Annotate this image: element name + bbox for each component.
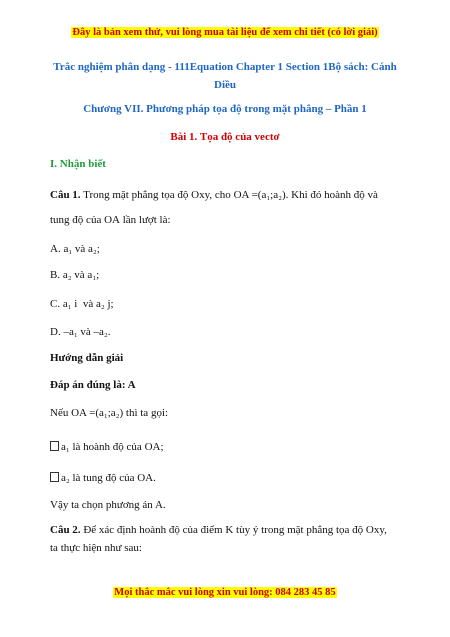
option-d: D. –a₁ và –a₂. <box>50 326 111 338</box>
question-1-label: Câu 1. <box>50 189 81 201</box>
bullet-box-icon <box>50 472 59 482</box>
preview-banner <box>0 27 450 38</box>
question-1-text-b: . Khi đó hoành độ và <box>285 189 378 201</box>
section-heading: I. Nhận biết <box>50 158 106 170</box>
solution-vector-math: OA =(a₁;a₂) <box>71 407 124 419</box>
footer-banner-text: Mọi thắc mắc vui lòng xin vui lòng: 084 283 45 85 <box>114 587 336 598</box>
answer-line: Đáp án đúng là: A <box>50 379 136 391</box>
question-1-text: Trong mặt phẳng tọa độ Oxy, cho <box>83 189 231 201</box>
solution-item-2 <box>50 471 410 485</box>
oa-vector: OA <box>104 214 120 226</box>
solution-if-line <box>50 406 410 420</box>
document-title-line2: Diều <box>214 79 236 91</box>
question-2-line1 <box>50 523 410 537</box>
solution-item1-text: a₁ là hoành độ của <box>61 441 142 453</box>
question-1-text-c: tung độ của <box>50 214 102 226</box>
question-2-label: Câu 2. <box>50 524 81 536</box>
preview-banner-text: Đây là bản xem thử, vui lòng mua tài liệu để xem chi tiết (có lời giải) <box>72 27 378 38</box>
option-c-j: a₂ j <box>96 298 111 310</box>
option-c <box>50 297 410 311</box>
solution-then: thì ta gọi: <box>125 407 169 419</box>
bullet-box-icon <box>50 441 59 451</box>
solution-heading: Hướng dẫn giải <box>50 352 124 364</box>
solution-item-1 <box>50 440 410 454</box>
question-1-vector-math: OA =(a₁;a₂) <box>233 189 286 201</box>
oa-vector: OA <box>144 441 161 453</box>
question-1-line2 <box>50 213 410 227</box>
option-c-i: a₁ i <box>62 298 78 310</box>
question-2-line2: ta thực hiện như sau: <box>50 542 142 554</box>
question-2-text: Để xác định hoành độ của điểm K tùy ý trong mặt phẳng tọa độ Oxy, <box>83 524 387 536</box>
solution-item2-text: a₂ là tung độ của <box>61 472 135 484</box>
lesson-title: Bài 1. Tọa độ của vectơ <box>170 131 280 143</box>
option-b: B. a₂ và a₁; <box>50 269 100 281</box>
chapter-title: Chương VII. Phương pháp tọa độ trong mặt phẳng – Phần 1 <box>83 103 367 115</box>
option-c-label: C. <box>50 298 61 310</box>
option-a: A. a₁ và a₂; <box>50 243 100 255</box>
option-c-and: và <box>82 298 94 310</box>
solution-conclusion: Vậy ta chọn phương án A. <box>50 499 166 511</box>
solution-item2-end: . <box>153 472 156 484</box>
question-1-line1 <box>50 188 410 202</box>
option-c-end: ; <box>110 298 114 310</box>
oa-vector: OA <box>137 472 154 484</box>
document-title-line1: Trắc nghiệm phân dạng - 111Equation Chapter 1 Section 1Bộ sách: Cánh <box>53 61 397 73</box>
footer-banner <box>0 587 450 598</box>
question-1-text-d: lần lượt là: <box>122 214 171 226</box>
solution-item1-end: ; <box>160 441 164 453</box>
solution-if: Nếu <box>50 407 69 419</box>
